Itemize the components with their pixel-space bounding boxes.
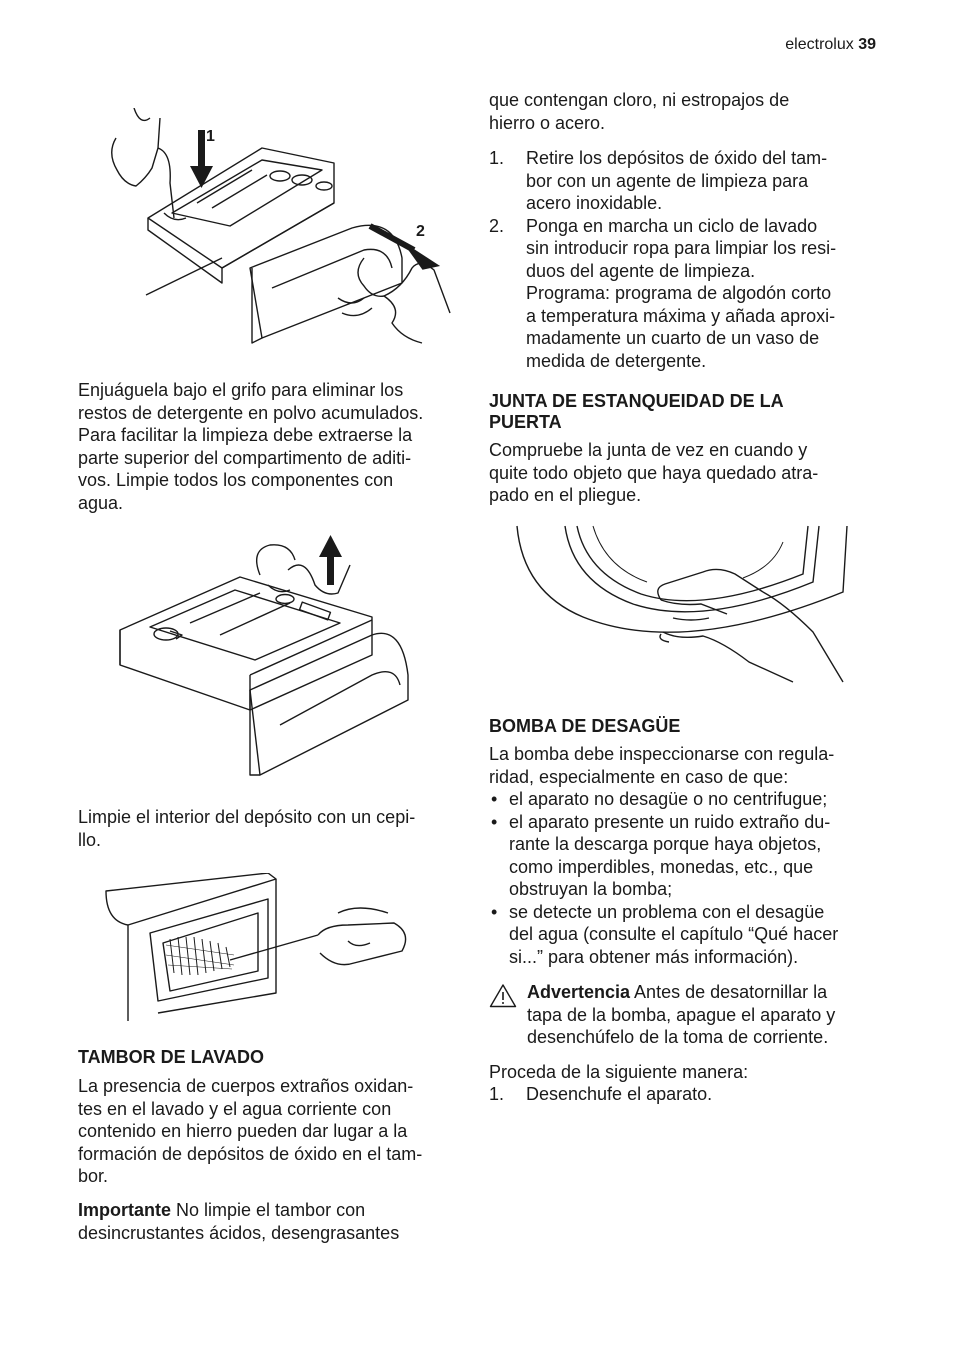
brand-name: electrolux	[785, 36, 854, 53]
text-line: Desenchufe el aparato.	[526, 1084, 713, 1104]
text-line: obstruyan la bomba;	[509, 879, 673, 899]
text-line: pado en el pliegue.	[489, 485, 642, 505]
text-line: Compruebe la junta de vez en cuando y	[489, 440, 808, 460]
text-line: formación de depósitos de óxido en el tam-	[78, 1143, 423, 1164]
warning-text	[527, 981, 879, 1049]
text-line: tes en el lavado y el agua corriente con	[78, 1098, 392, 1119]
bullet-icon: •	[491, 901, 498, 922]
text-line: restos de detergente en polvo acumulados.	[78, 402, 424, 423]
list-item	[489, 788, 879, 811]
brush-cleaning-illustration	[98, 873, 418, 1023]
label-1: 1	[206, 128, 215, 145]
text-line: del agua (consulte el capítulo “Qué hacer	[509, 924, 839, 944]
page-number: 39	[858, 36, 876, 53]
text-line: desincrustantes ácidos, desengrasantes	[78, 1222, 400, 1243]
drawer-removal-illustration	[102, 108, 452, 363]
text-line: medida de detergente.	[526, 350, 707, 371]
text-line: JUNTA DE ESTANQUEIDAD DE LA	[489, 391, 784, 411]
text-line: el aparato presente un ruido extraño du-	[509, 811, 831, 832]
paragraph-brush	[78, 806, 463, 851]
paragraph-rinse	[78, 379, 463, 514]
paragraph-continued	[489, 89, 879, 134]
final-steps-list	[489, 1083, 879, 1106]
importante-label: Importante	[78, 1200, 172, 1220]
arrow-diagonal-icon	[370, 226, 440, 273]
paragraph-proceda: Proceda de la siguiente manera:	[489, 1062, 749, 1082]
heading-bomba: BOMBA DE DESAGÜE	[489, 716, 681, 736]
text-line: tapa de la bomba, apague el aparato y	[527, 1004, 836, 1025]
text-line: llo.	[78, 829, 102, 850]
text-line: Para facilitar la limpieza debe extraerse la	[78, 425, 413, 445]
list-item	[489, 901, 879, 969]
text-line: agua.	[78, 492, 124, 513]
text-line: No limpie el tambor con	[171, 1200, 366, 1220]
figure-door-seal	[513, 522, 853, 692]
text-line: que contengan cloro, ni estropajos de	[489, 90, 790, 110]
text-line: bor.	[78, 1166, 109, 1186]
text-line: madamente un cuarto de un vaso de	[526, 328, 820, 348]
top-part-removal-illustration	[110, 535, 410, 780]
text-line: Programa: programa de algodón corto	[526, 283, 832, 303]
figure-remove-top-part	[110, 535, 410, 780]
text-line: sin introducir ropa para limpiar los resi-	[526, 238, 837, 258]
door-seal-illustration	[513, 522, 853, 692]
paragraph-bomba	[489, 743, 879, 788]
brush-bristles-icon	[166, 937, 234, 975]
text-line: a temperatura máxima y añada aproxi-	[526, 305, 836, 326]
text-line: Limpie el interior del depósito con un cepi-	[78, 807, 416, 827]
text-line: parte superior del compartimento de aditi-	[78, 447, 412, 468]
right-column	[489, 0, 879, 1352]
warning-label: Advertencia	[527, 982, 631, 1002]
text-line: se detecte un problema con el desagüe	[509, 901, 825, 922]
text-line: Antes de desatornillar la	[630, 982, 828, 1002]
list-item	[489, 811, 879, 901]
figure-brush-cleaning	[98, 873, 418, 1023]
text-line: como imperdibles, monedas, etc., que	[509, 856, 814, 877]
bullets-list	[489, 788, 879, 968]
step-number: 1.	[489, 1084, 505, 1104]
arrow-up-icon	[319, 535, 342, 585]
figure-remove-drawer	[102, 108, 452, 363]
text-line: La presencia de cuerpos extraños oxidan-	[78, 1076, 414, 1096]
heading-junta	[489, 391, 879, 433]
step-number: 2.	[489, 215, 505, 236]
list-item	[489, 1083, 879, 1106]
text-line: hierro o acero.	[489, 112, 606, 133]
text-line: quite todo objeto que haya quedado atra-	[489, 462, 819, 483]
step-number: 1.	[489, 148, 505, 168]
warning-block	[489, 981, 879, 1051]
list-item	[489, 147, 879, 215]
paragraph-tambor	[78, 1075, 463, 1188]
text-line: bor con un agente de limpieza para	[526, 170, 809, 191]
text-line: acero inoxidable.	[526, 193, 663, 213]
text-line: PUERTA	[489, 412, 562, 432]
text-line: contenido en hierro pueden dar lugar a la	[78, 1121, 408, 1141]
paragraph-junta	[489, 439, 879, 507]
label-2: 2	[416, 223, 425, 240]
text-line: si...” para obtener más información).	[509, 946, 799, 967]
list-item	[489, 215, 879, 373]
text-line: La bomba debe inspeccionarse con regula-	[489, 744, 835, 764]
text-line: vos. Limpie todos los componentes con	[78, 470, 394, 490]
warning-triangle-icon	[489, 983, 517, 1008]
bullet-icon: •	[491, 811, 498, 832]
text-line: rante la descarga porque haya objetos,	[509, 834, 822, 854]
text-line: el aparato no desagüe o no centrifugue;	[509, 789, 828, 809]
text-line: desenchúfelo de la toma de corriente.	[527, 1027, 829, 1047]
text-line: Enjuáguela bajo el grifo para eliminar los	[78, 380, 404, 400]
steps-list	[489, 147, 879, 372]
paragraph-importante	[78, 1199, 463, 1244]
heading-tambor: TAMBOR DE LAVADO	[78, 1047, 264, 1067]
text-line: Ponga en marcha un ciclo de lavado	[526, 215, 818, 236]
text-line: Retire los depósitos de óxido del tam-	[526, 148, 828, 168]
bullet-icon: •	[491, 789, 498, 809]
left-column	[78, 0, 463, 1352]
text-line: duos del agente de limpieza.	[526, 260, 756, 281]
text-line: ridad, especialmente en caso de que:	[489, 766, 789, 787]
